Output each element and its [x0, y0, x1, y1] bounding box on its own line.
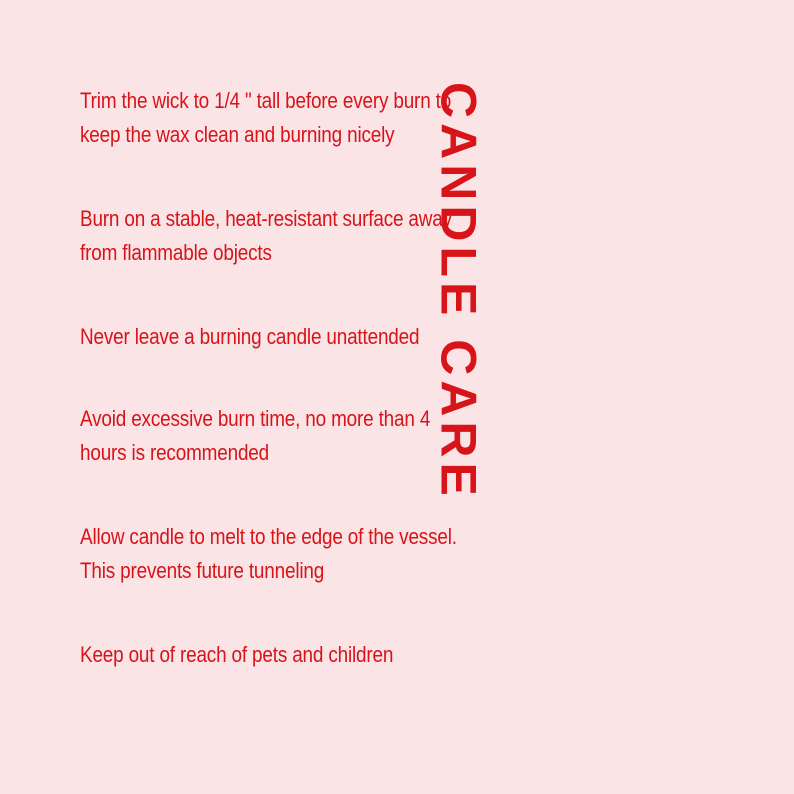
tip-line: Allow candle to melt to the edge of the vessel. — [80, 524, 457, 549]
tip-line: Burn on a stable, heat-resistant surface away — [80, 206, 452, 231]
candle-care-tips — [80, 84, 600, 720]
tip-melt-edge — [80, 520, 596, 588]
tip-keep-away — [80, 638, 596, 672]
tip-burn-time — [80, 402, 596, 470]
tip-line: hours is recommended — [80, 440, 270, 465]
tip-line: from flammable objects — [80, 240, 272, 265]
tip-line: This prevents future tunneling — [80, 558, 325, 583]
tip-line: Avoid excessive burn time, no more than 4 — [80, 406, 431, 431]
tip-line: keep the wax clean and burning nicely — [80, 122, 395, 147]
tip-unattended — [80, 320, 596, 354]
title-text: CANDLE CARE — [430, 82, 487, 501]
tip-line: Trim the wick to 1/4 " tall before every burn to — [80, 88, 452, 113]
tip-stable-surface — [80, 202, 596, 270]
tip-line: Keep out of reach of pets and children — [80, 642, 394, 667]
tip-trim-wick — [80, 84, 596, 152]
tip-line: Never leave a burning candle unattended — [80, 324, 420, 349]
